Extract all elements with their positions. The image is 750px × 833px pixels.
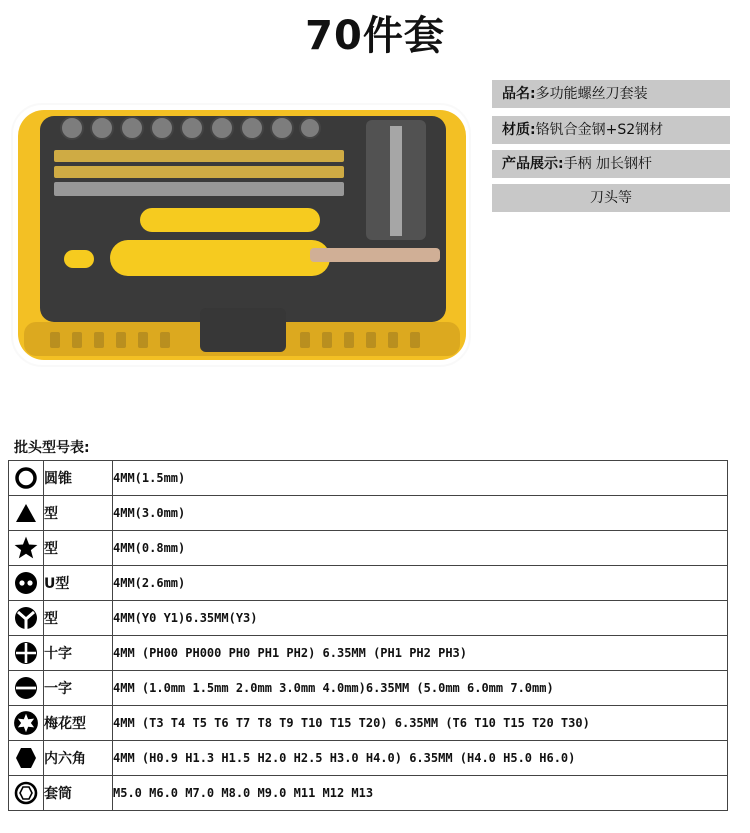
table-row [9, 671, 728, 706]
table-row [9, 566, 728, 601]
bit-spec: 4MM(0.8mm) [113, 531, 728, 566]
table-row [9, 706, 728, 741]
spec-display: 产品展示:手柄 加长钢杆 [492, 150, 730, 178]
table-row [9, 496, 728, 531]
table-row [9, 531, 728, 566]
table-row [9, 461, 728, 496]
bit-spec: M5.0 M6.0 M7.0 M8.0 M9.0 M11 M12 M13 [113, 776, 728, 811]
bit-name: 梅花型 [44, 706, 113, 741]
phillips-icon [14, 641, 38, 665]
torx-icon [13, 710, 39, 736]
bit-name: 套筒 [44, 776, 113, 811]
bit-name: 型 [44, 496, 113, 531]
socket-icon [14, 781, 38, 805]
bit-name: 十字 [44, 636, 113, 671]
circle-icon [14, 466, 38, 490]
bit-spec: 4MM(1.5mm) [113, 461, 728, 496]
bit-name: 内六角 [44, 741, 113, 776]
bit-spec: 4MM (T3 T4 T5 T6 T7 T8 T9 T10 T15 T20) 6.35MM (T6 T10 T15 T20 T30) [113, 706, 728, 741]
page-title: 70件套 [305, 13, 445, 59]
bit-spec: 4MM(Y0 Y1)6.35MM(Y3) [113, 601, 728, 636]
hex-icon [14, 746, 38, 770]
bit-spec: 4MM (PH00 PH000 PH0 PH1 PH2) 6.35MM (PH1 PH2 PH3) [113, 636, 728, 671]
star-icon [13, 535, 39, 561]
spec-product-name: 品名:多功能螺丝刀套装 [492, 80, 730, 108]
bit-name: U型 [44, 566, 113, 601]
bit-name: 圆锥 [44, 461, 113, 496]
table-row [9, 776, 728, 811]
table-row [9, 601, 728, 636]
bit-spec: 4MM(2.6mm) [113, 566, 728, 601]
spec-display-cont: 刀头等 [492, 184, 730, 212]
bit-type-table [8, 460, 728, 811]
table-row [9, 636, 728, 671]
y-type-icon [14, 606, 38, 630]
bit-spec: 4MM (H0.9 H1.3 H1.5 H2.0 H2.5 H3.0 H4.0) 6.35MM (H4.0 H5.0 H6.0) [113, 741, 728, 776]
triangle-icon [14, 501, 38, 525]
spec-material: 材质:铬钒合金钢+S2钢材 [492, 116, 730, 144]
bit-name: 一字 [44, 671, 113, 706]
slotted-icon [14, 676, 38, 700]
bit-name: 型 [44, 531, 113, 566]
bit-spec: 4MM (1.0mm 1.5mm 2.0mm 3.0mm 4.0mm)6.35MM (5.0mm 6.0mm 7.0mm) [113, 671, 728, 706]
bit-name: 型 [44, 601, 113, 636]
u-type-icon [14, 571, 38, 595]
table-title: 批头型号表: [14, 440, 90, 456]
table-row [9, 741, 728, 776]
product-image [10, 100, 472, 372]
bit-spec: 4MM(3.0mm) [113, 496, 728, 531]
